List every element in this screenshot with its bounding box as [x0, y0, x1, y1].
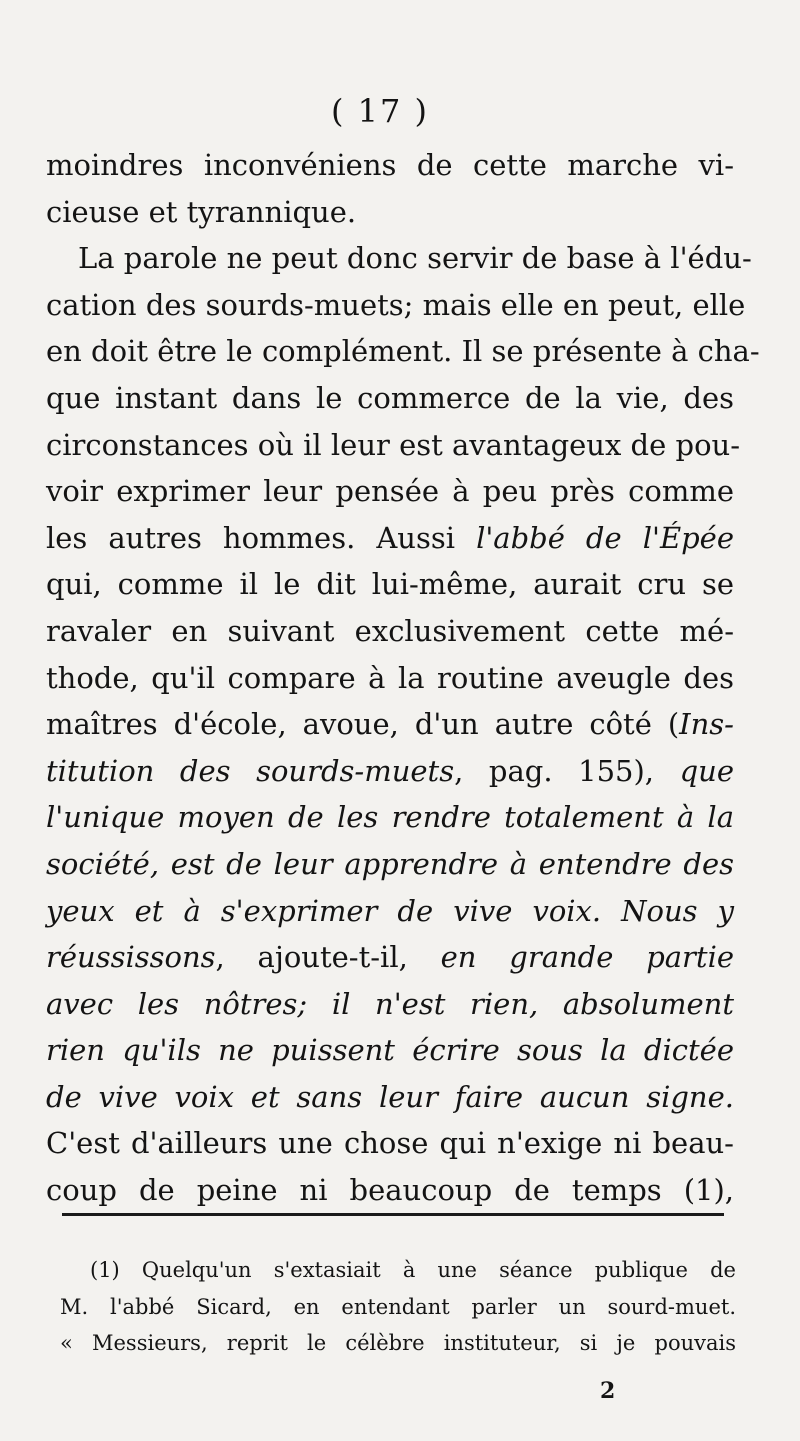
text-line: yeux et à s'exprimer de vive voix. Nous y [46, 893, 734, 928]
text-line: de vive voix et sans leur faire aucun signe. [46, 1079, 734, 1114]
text-segment: , pag. 155), [454, 753, 680, 788]
signature-mark: 2 [600, 1378, 616, 1404]
text-line: voir exprimer leur pensée à peu près comme [46, 474, 734, 509]
text-line: qui, comme il le dit lui-même, aurait cru se [46, 567, 734, 602]
text-segment: en grande partie [440, 940, 734, 975]
footnote-line: (1) Quelqu'un s'extasiait à une séance publique de [90, 1258, 736, 1282]
main-text [46, 142, 760, 1214]
text-line: cation des sourds-muets; mais elle en peut, elle [46, 287, 746, 322]
text-segment: maîtres d'école, avoue, d'un autre côté ( [46, 707, 680, 742]
text-line: thode, qu'il compare à la routine aveugle des [46, 660, 734, 695]
text-line: avec les nôtres; il n'est rien, absolument [46, 986, 734, 1021]
text-line: moindres inconvéniens de cette marche vi- [46, 148, 734, 182]
text-line: rien qu'ils ne puissent écrire sous la dictée [46, 1033, 734, 1068]
footnote-line: « Messieurs, reprit le célèbre instituteur, si je pouvais [60, 1331, 736, 1355]
footnote-separator [62, 1213, 724, 1216]
text-line: société, est de leur apprendre à entendre des [46, 846, 734, 881]
text-line: que instant dans le commerce de la vie, des [46, 380, 734, 415]
text-line [46, 701, 734, 748]
text-segment: que [679, 753, 734, 788]
text-segment: titution des sourds-muets [46, 753, 455, 788]
text-segment: les autres hommes. Aussi [46, 520, 477, 555]
text-line: coup de peine ni beaucoup de temps (1), [46, 1173, 734, 1208]
text-line: en doit être le complément. Il se présente à cha- [46, 334, 760, 369]
text-line [46, 934, 734, 981]
footnote-line: M. l'abbé Sicard, en entendant parler un sourd-muet. [60, 1294, 736, 1319]
text-line: La parole ne peut donc servir de base à l'édu- [78, 241, 752, 276]
text-line: cieuse et tyrannique. [46, 194, 357, 229]
footnote [60, 1252, 736, 1362]
text-segment: l'abbé de l'Épée [476, 520, 734, 555]
text-segment: , ajoute-t-il, [215, 940, 441, 975]
page-number: ( 17 ) [330, 92, 430, 130]
text-line: ravaler en suivant exclusivement cette mé- [46, 613, 734, 648]
text-line [46, 515, 734, 562]
text-segment: réussissons [46, 940, 216, 975]
text-segment: Ins- [679, 707, 734, 742]
text-line: l'unique moyen de les rendre totalement à la [46, 800, 734, 835]
text-line: circonstances où il leur est avantageux de pou- [46, 427, 741, 462]
text-line: C'est d'ailleurs une chose qui n'exige ni beau- [46, 1126, 734, 1161]
text-line [46, 748, 734, 795]
